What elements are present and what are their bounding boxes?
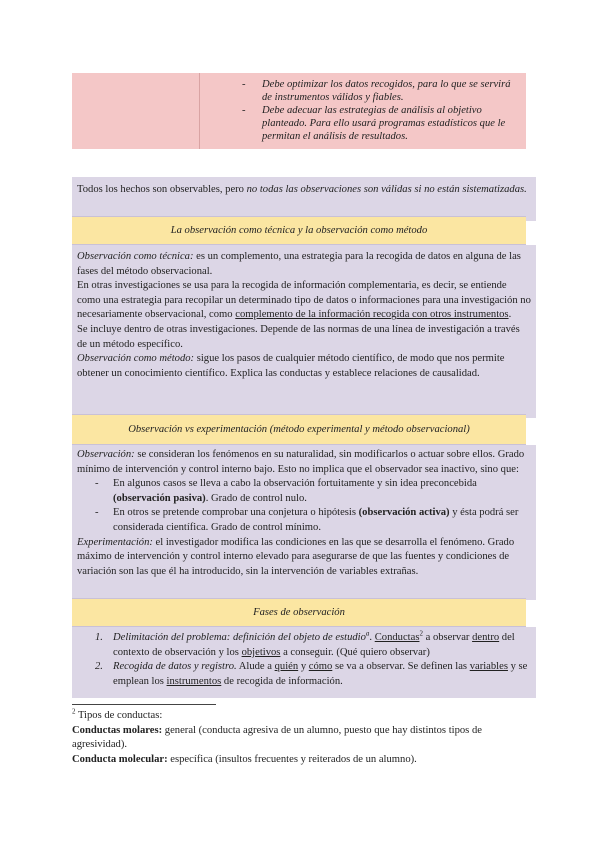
- top-table-right-cell: [200, 73, 526, 149]
- intro-row: Todos los hechos son observables, pero no todas las observaciones son válidas si no están sistematizadas.: [72, 177, 536, 221]
- footnote-rule: [72, 704, 216, 705]
- section-heading-observacion-vs-experimentacion: Observación vs experimentación (método experimental y método observacional): [72, 415, 526, 444]
- top-table: [72, 73, 526, 149]
- list-item: 2. Recogida de datos y registro. Alude a quién y cómo se va a observar. Se definen las variables y se emplean los instrumentos de recogida de información.: [95, 661, 528, 687]
- top-table-left-cell: [72, 73, 199, 149]
- section-body-fases: [72, 627, 536, 698]
- paragraph: Experimentación: el investigador modifica las condiciones en las que se desarrolla el fenómeno. Grado máximo de intervención y control interno elevado para asegurarse de que las fuentes y condiciones de variación son las que él ha introducido, sin la intervención de variables extrañas.: [77, 536, 515, 577]
- section-body-observacion-vs-experimentacion: [72, 445, 536, 600]
- top-table-list: [242, 78, 520, 143]
- paragraph: Observación como método: sigue los pasos de cualquier método científico, de modo que nos permite obtener un conocimiento científico. Explica las conductas y establece relaciones de causalidad.: [77, 353, 505, 379]
- paragraph: En otras investigaciones se usa para la recogida de información complementaria, es decir, se entiende como una estrategia para recopilar un determinado tipo de datos o informaciones para una investigación no necesariamente observacional, como complemento de la información recogida con otros instrumentos.: [77, 280, 531, 321]
- section-heading-fases: Fases de observación: [72, 599, 526, 626]
- paragraph: Observación: se consideran los fenómenos en su naturalidad, sin modificarlos o actuar sobre ellos. Grado mínimo de intervención y control interno bajo. Esto no implica que el observador sea inactivo, sino que:: [77, 449, 525, 475]
- list-item: - En otros se pretende comprobar una conjetura o hipótesis (observación activa) y ésta podrá ser considerada científica. Grado de control mínimo.: [95, 507, 519, 533]
- paragraph: Se incluye dentro de otras investigaciones. Depende de las normas de una línea de investigación a través de un método específico.: [77, 323, 520, 350]
- section-heading-tecnica-metodo: La observación como técnica y la observación como método: [72, 217, 526, 244]
- list-item: 1. Delimitación del problema: definición del objeto de estudio$^a$. Conductas$^2$ a observar dentro del contexto de observación y los objetivos a conseguir. (Qué quiero observar): [95, 629, 515, 658]
- footnote-molares: Conductas molares: general (conducta agresiva de un alumno, puesto que hay distintos tipos de agresividad).: [72, 724, 482, 751]
- paragraph: Observación como técnica: es un complemento, una estrategia para la recogida de datos en alguna de las fases del método observacional.: [77, 251, 521, 277]
- footnote-molecular: Conducta molecular: específica (insultos frecuentes y reiterados de un alumno).: [72, 753, 417, 765]
- footnote-title: $^2$ Tipos de conductas:: [72, 707, 163, 721]
- section-body-tecnica-metodo: [72, 245, 536, 418]
- list-item: - Debe optimizar los datos recogidos, para lo que se servirá de instrumentos válidos y fiables.: [242, 79, 511, 103]
- list-item: - Debe adecuar las estrategias de análisis al objetivo planteado. Para ello usará programas estadísticos que le permitan el análisis de resultados.: [242, 105, 506, 142]
- list-item: - En algunos casos se lleva a cabo la observación fortuitamente y sin idea preconcebida (observación pasiva). Grado de control nulo.: [95, 478, 477, 504]
- footnote: [72, 709, 526, 767]
